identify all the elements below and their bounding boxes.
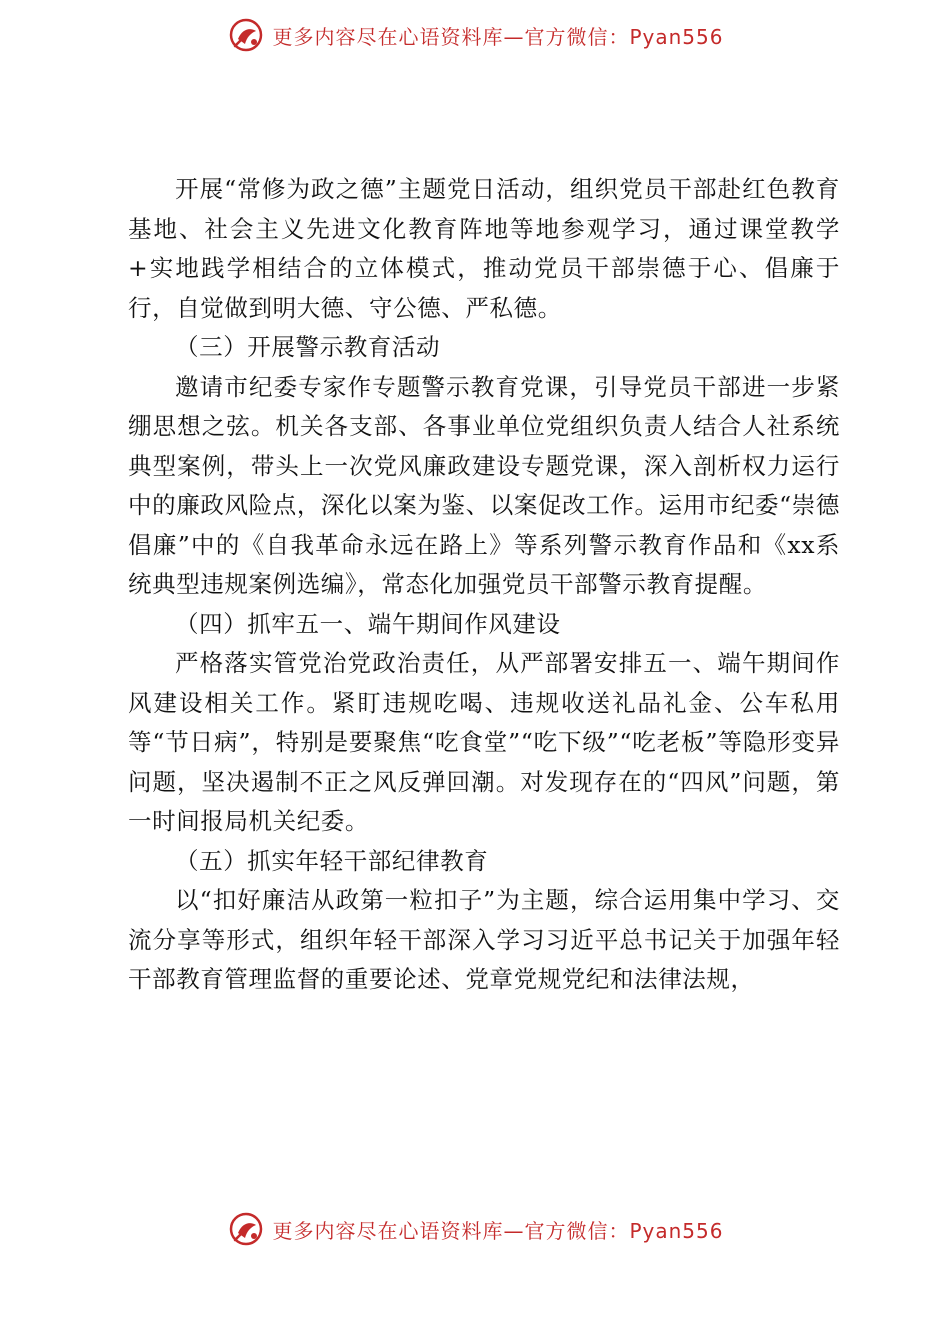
- logo-icon: [226, 1209, 266, 1249]
- header-banner-text: 更多内容尽在心语资料库—官方微信：Pyan556: [272, 24, 724, 49]
- paragraph-2: 邀请市纪委专家作专题警示教育党课，引导党员干部进一步紧绷思想之弦。机关各支部、各事业单位党组织负责人结合人社系统典型案例，带头上一次党风廉政建设专题党课，深入剖析权力运行中的廉政风险点，深化以案为鉴、以案促改工作。运用市纪委“崇德倡廉”中的《自我革命永远在路上》等系列警示教育作品和《xx系统典型违规案例选编》，常态化加强党员干部警示教育提醒。: [128, 372, 840, 598]
- logo-icon: [226, 15, 266, 55]
- section-heading-4: （四）抓牢五一、端午期间作风建设: [175, 609, 561, 638]
- section-heading-5: （五）抓实年轻干部纪律教育: [175, 846, 489, 875]
- paragraph-1: 开展“常修为政之德”主题党日活动，组织党员干部赴红色教育基地、社会主义先进文化教育阵地等地参观学习，通过课堂教学+实地践学相结合的立体模式，推动党员干部崇德于心、倡廉于行，自觉做到明大德、守公德、严私德。: [128, 175, 840, 322]
- paragraph-4: 以“扣好廉洁从政第一粒扣子”为主题，综合运用集中学习、交流分享等形式，组织年轻干部深入学习习近平总书记关于加强年轻干部教育管理监督的重要论述、党章党规党纪和法律法规，: [128, 886, 840, 993]
- section-heading-3: （三）开展警示教育活动: [175, 333, 441, 361]
- footer-banner: [0, 1207, 950, 1251]
- footer-banner-text: 更多内容尽在心语资料库—官方微信：Pyan556: [272, 1218, 724, 1243]
- header-banner: [0, 13, 950, 57]
- document-body: [128, 170, 840, 1000]
- paragraph-3: 严格落实管党治党政治责任，从严部署安排五一、端午期间作风建设相关工作。紧盯违规吃喝、违规收送礼品礼金、公车私用等“节日病”，特别是要聚焦“吃食堂”“吃下级”“吃老板”等隐形变异问题，坚决遏制不正之风反弹回潮。对发现存在的“四风”问题，第一时间报局机关纪委。: [128, 649, 840, 835]
